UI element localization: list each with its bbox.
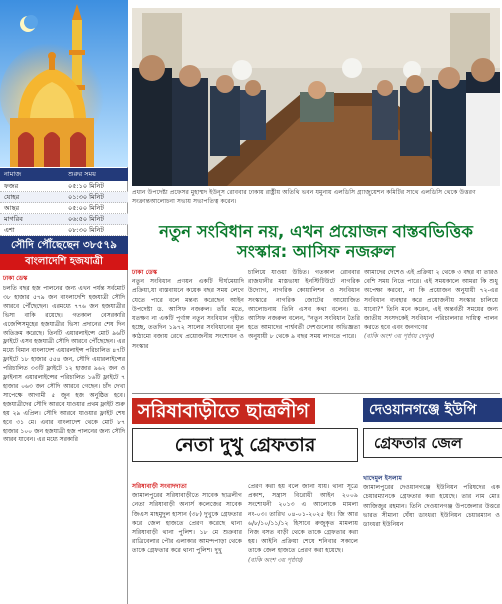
prayer-row bbox=[0, 203, 128, 214]
story3-body-text: জামালপুরের দেওয়ানগঞ্জে ইউনিয়ন পরিষদের এক চেয়ারম্যানকে গ্রেফতার করা হয়েছে। তার নাম মোঃ আজিজুর রহমান। তিনি দেওয়ানগঞ্জ উপজেলার উত্তরে ভারত সীমানা ঘেঁষা ডাংধরা ইউনিয়ন চেয়ারম্যান ও ডাংধরা ইউনিয়ন bbox=[363, 484, 500, 529]
hajj-dateline: ঢাকা ডেস্ক bbox=[3, 275, 28, 282]
story2-column-1 bbox=[132, 482, 242, 556]
lead-headline bbox=[132, 222, 500, 262]
lead-dateline: ঢাকা ডেস্ক bbox=[132, 269, 158, 276]
lead-headline-line2: সংস্কার: আসিফ নজরুল bbox=[236, 242, 396, 261]
prayer-name: মাগরিব bbox=[4, 215, 23, 223]
hajj-body: চলতি বছর হজ পালনের জন্য এখন পর্যন্ত সর্বমোট ৩৮ হাজার ৫৭৯ জন বাংলাদেশি হজযাত্রী সৌদি আরবে পৌঁছেছেন। এরমধ্যে ৭৭৬ জন হজযাত্রীর ভিসা বাকি রয়েছে। গতকাল বেসরকারি এজেন্সিসমূহের হজযাত্রীর ভিসা প্রদানের শেষ দিন অতিক্রম করেছে। তিনটি এয়ারলাইন্সে মোট ৯৬টি ফ্লাইটে এসব হজযাত্রী সৌদি আরবে পৌঁছেছেন। এর মধ্যে বিমান বাংলাদেশ এয়ারলাইন্স পরিচালিত ৪৭টি ফ্লাইটে ১৮ হাজার ৫৫৪ জন, সৌদি এয়ারলাইন্সের পরিচালিত ৩৩টি ফ্লাইটে ১২ হাজার ৯৬২ জন ও ফ্লাইনাস এয়ারলাইন্সের পরিচালিত ১৬টি ফ্লাইটে ৭ হাজার ০৬৩ জন সৌদি আরবে গেছেন। চাঁদ দেখা সাপেক্ষে আগামী ৫ জুন হজ অনুষ্ঠিত হবে। হজযাত্রীদের সৌদি আরবে যাওয়ার প্রথম ফ্লাইট শুরু হয় ২৯ এপ্রিল। সৌদি আরবে যাওয়ার ফ্লাইট শেষ হবে ৩১ মে। এবার বাংলাদেশ থেকে মোট ৮৭ হাজার ১০০ জন হজযাত্রী হজ পালনের জন্য সৌদি আরব যাবেন। এর মধ্যে সরকারি bbox=[3, 285, 125, 444]
prayer-name: যোহর bbox=[4, 193, 20, 201]
lead-column-3-text: আমাদের দেশেও এই প্রক্রিয়া ২ থেকে ৩ বছর বা তারও বেশি সময় নিতে পারে। এই সময়কালে আমরা কি শুধু অপেক্ষা করবো, না কি প্রয়োজন অনুযায়ী ৭২-এর সংবিধান ব্যবহার করে প্রয়োজনীয় সংস্কার চালিয়ে যাবো?" তিনি মনে করেন, এই অন্তর্বর্তী সময়ের জন্য জাতীয় সংসদকেই সংবিধান পরিচালনার দায়িত্ব পালন করতে হবে এবং জনগণের bbox=[364, 269, 498, 332]
prayer-time: ০৫:১০ মিনিট bbox=[68, 182, 104, 190]
story2-headline-line2: নেতা দুখু গ্রেফতার bbox=[132, 428, 358, 462]
prayer-time: ০১:৩০ মিনিট bbox=[68, 193, 104, 201]
prayer-times-table bbox=[0, 168, 128, 236]
photo-caption: প্রধান উপদেষ্টা প্রফেসর মুহাম্মদ ইউনূস রোববার ঢাকায় রাষ্ট্রীয় অতিথি ভবন যমুনায় এলডিসি গ্র্যাজুয়েশন কমিটির সাথে এলডিসি থেকে উত্তরণ সংক্রান্তআলোচনা সভায় সভাপতিত্ব করেন। bbox=[132, 189, 476, 205]
prayer-row bbox=[0, 225, 128, 236]
story2-column-1-text: জামালপুরের সরিষাবাড়ীতে সাবেক ছাত্রলীগ নেতা সরিষাবাড়ী অনার্স কলেজের সাবেক জিএস মাহমুদুল হাসান (৩৮) দুখুকে গ্রেফতার করে জেল হাজতে প্রেরণ করেছে থানা সরিষাবাড়ী থানা পুলিশ। ১৮ মে শুক্রবার রাত্রিবেলার পৌর এলাকার আমন্দপাড়া থেকে তাকে গ্রেফতার করে থানা পুলিশ। দুখু bbox=[132, 492, 242, 555]
story2-dateline: সরিষাবাড়ী সংবাদদাতা bbox=[132, 483, 187, 490]
prayer-col-name: নামাজ bbox=[4, 170, 22, 178]
story3-headline-line1: দেওয়ানগঞ্জে ইউপি bbox=[363, 398, 502, 422]
prayer-row bbox=[0, 214, 128, 225]
prayer-name: ফজর bbox=[4, 182, 19, 190]
prayer-time: ০৫:০০ মিনিট bbox=[68, 204, 104, 212]
prayer-time: ০৬:৫০ মিনিট bbox=[68, 215, 104, 223]
meeting-photo bbox=[132, 8, 500, 186]
lead-continued-note: (বাকি অংশ ৩য় পৃষ্ঠায় দেখুন) bbox=[364, 333, 435, 341]
story2-headline bbox=[132, 398, 358, 478]
mosque-illustration bbox=[0, 0, 128, 167]
lead-column-2 bbox=[248, 268, 360, 342]
story3-byline: খাদেমুল ইসলাম bbox=[363, 475, 402, 482]
story3-column bbox=[363, 474, 500, 529]
lead-column-3 bbox=[364, 268, 498, 342]
prayer-table-header bbox=[0, 168, 128, 181]
story2-column-2 bbox=[248, 482, 358, 565]
story3-headline bbox=[363, 398, 502, 470]
lead-column-1 bbox=[132, 268, 244, 351]
prayer-name: আছর bbox=[4, 204, 20, 212]
story2-continued-note: (বাকি অংশ ৩য় পৃষ্ঠায়) bbox=[248, 556, 304, 564]
prayer-row bbox=[0, 192, 128, 203]
meeting-image-icon bbox=[132, 8, 500, 186]
story3-headline-line2: গ্রেফতার জেল bbox=[363, 428, 502, 458]
prayer-name: এশা bbox=[4, 226, 15, 234]
section-divider bbox=[132, 393, 500, 394]
story2-headline-line1: সরিষাবাড়ীতে ছাত্রলীগ bbox=[132, 398, 315, 424]
mosque-icon bbox=[0, 0, 128, 167]
prayer-row bbox=[0, 181, 128, 192]
prayer-col-start: শুরুর সময় bbox=[68, 170, 96, 178]
hajj-subheadline: বাংলাদেশি হজযাত্রী bbox=[0, 254, 128, 270]
hajj-article bbox=[0, 236, 128, 445]
lead-headline-line1: নতুন সংবিধান নয়, এখন প্রয়োজন বাস্তবভিত্তিক bbox=[159, 222, 473, 241]
hajj-headline: সৌদি পৌঁছেছেন ৩৮৫৭৯ bbox=[0, 236, 128, 254]
story2-column-2-text: প্রেরণ করা হয় বলে জানা যায়। থানা সূত্রে প্রকাশ, সন্ত্রাস বিরোধী আইন ২০০৯ সংশোধনী ২০১৩ এ আলোকে মামলা নং-০৩। তারিখ ০৪-০১-২০২৫ ইং। জি আর ৬/৮/১০/১১/১২ হিসাবে রুজুকৃত মামলায় নিজ বসত বাড়ী থেকে তাকে গ্রেফতার করা হয়। আইনি প্রক্রিয়া শেষে শনিবার সকালে তাকে জেল হাজতে প্রেরণ করা হয়েছে। bbox=[248, 483, 358, 555]
prayer-time: ০৮:৩০ মিনিট bbox=[68, 226, 104, 234]
lead-column-2-text: চালিয়ে যাওয়া উচিত। গতকাল রোববার রাজধানীর মাস্তভাষা ইনস্টিটিউটে নাগরিক উদ্যোগ, নাগরিক কোয়ালিশন ও সংবিধান সংস্কারে নাগরিক জোটের আয়োজিত আলোচনায় তিনি এসব কথা বলেন। ড. আসিফ নজরুল বলেন, "নতুন সংবিধান তৈরি হতে আমাদের পার্শ্ববর্তী দেশগুলোর অভিজ্ঞতা অনুযায়ী ৮ থেকে ৯ বছর সময় লাগতে পারে। bbox=[248, 269, 360, 341]
lead-column-1-text: নতুন সংবিধান প্রণয়ন একটি দীর্ঘমেয়াদি প্রক্রিয়া,যা বাস্তবায়নে কয়েক বছর সময় লেগে যেতে পারে বলে মন্তব্য করেছেন আইন উপদেষ্টা ড. আসিফ নজরুল। তাঁর মতে, যতক্ষণ না একটি পূর্ণাঙ্গ নতুন সংবিধান গৃহীত হচ্ছে, ততদিন ১৯৭২ সালের সংবিধানের মূল কাঠামো বজায় রেখে প্রয়োজনীয় সংশোধন ও সংস্কার bbox=[132, 278, 244, 350]
left-sidebar bbox=[0, 0, 128, 604]
